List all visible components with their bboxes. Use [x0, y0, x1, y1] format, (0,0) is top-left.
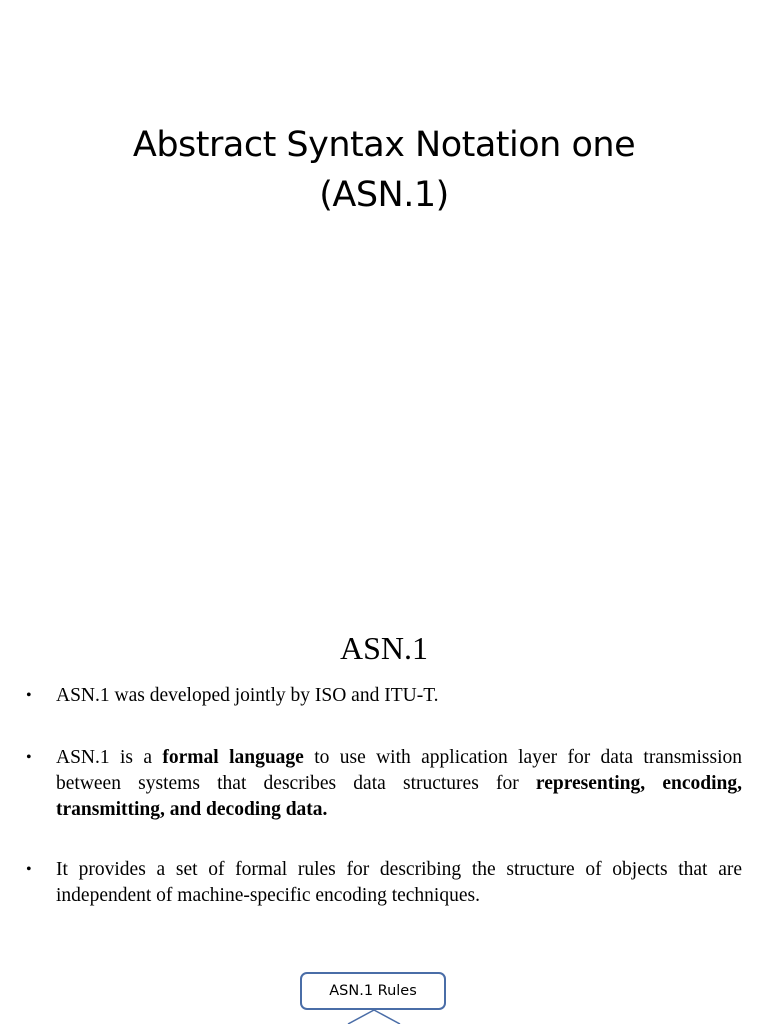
bullet-text-part: It provides a set of formal rules for describing the structure of objects that are independent of machine-specific encoding techniques. — [56, 859, 742, 906]
bullet-marker: • — [26, 687, 32, 704]
slide-title-line-1: Abstract Syntax Notation one — [132, 125, 636, 165]
bullet-text — [56, 857, 742, 909]
section-heading: ASN.1 — [339, 630, 428, 666]
bullet-text-part: ASN.1 was developed jointly by ISO and ITU-T. — [56, 685, 439, 706]
bullet-text-emphasis: formal language — [162, 747, 304, 768]
bullet-text-emphasis: representing, encoding, transmitting, and decoding data. — [56, 773, 742, 820]
bullet-text-part: ASN.1 is a — [56, 747, 163, 768]
asn1-rules-box: ASN.1 Rules — [300, 972, 446, 1010]
bullet-text — [56, 745, 742, 823]
diagram-connector-lines — [330, 1009, 420, 1024]
bullet-item — [26, 745, 742, 823]
bullet-text-part: to use with application layer for data transmission between systems that describes data structures for — [56, 747, 742, 794]
bullet-marker: • — [26, 861, 32, 878]
bullet-marker: • — [26, 749, 32, 766]
bullet-text — [56, 683, 742, 709]
slide-title-line-2: (ASN.1) — [319, 175, 449, 215]
bullet-item — [26, 857, 742, 909]
slide-title — [0, 120, 768, 220]
bullet-item — [26, 683, 742, 709]
